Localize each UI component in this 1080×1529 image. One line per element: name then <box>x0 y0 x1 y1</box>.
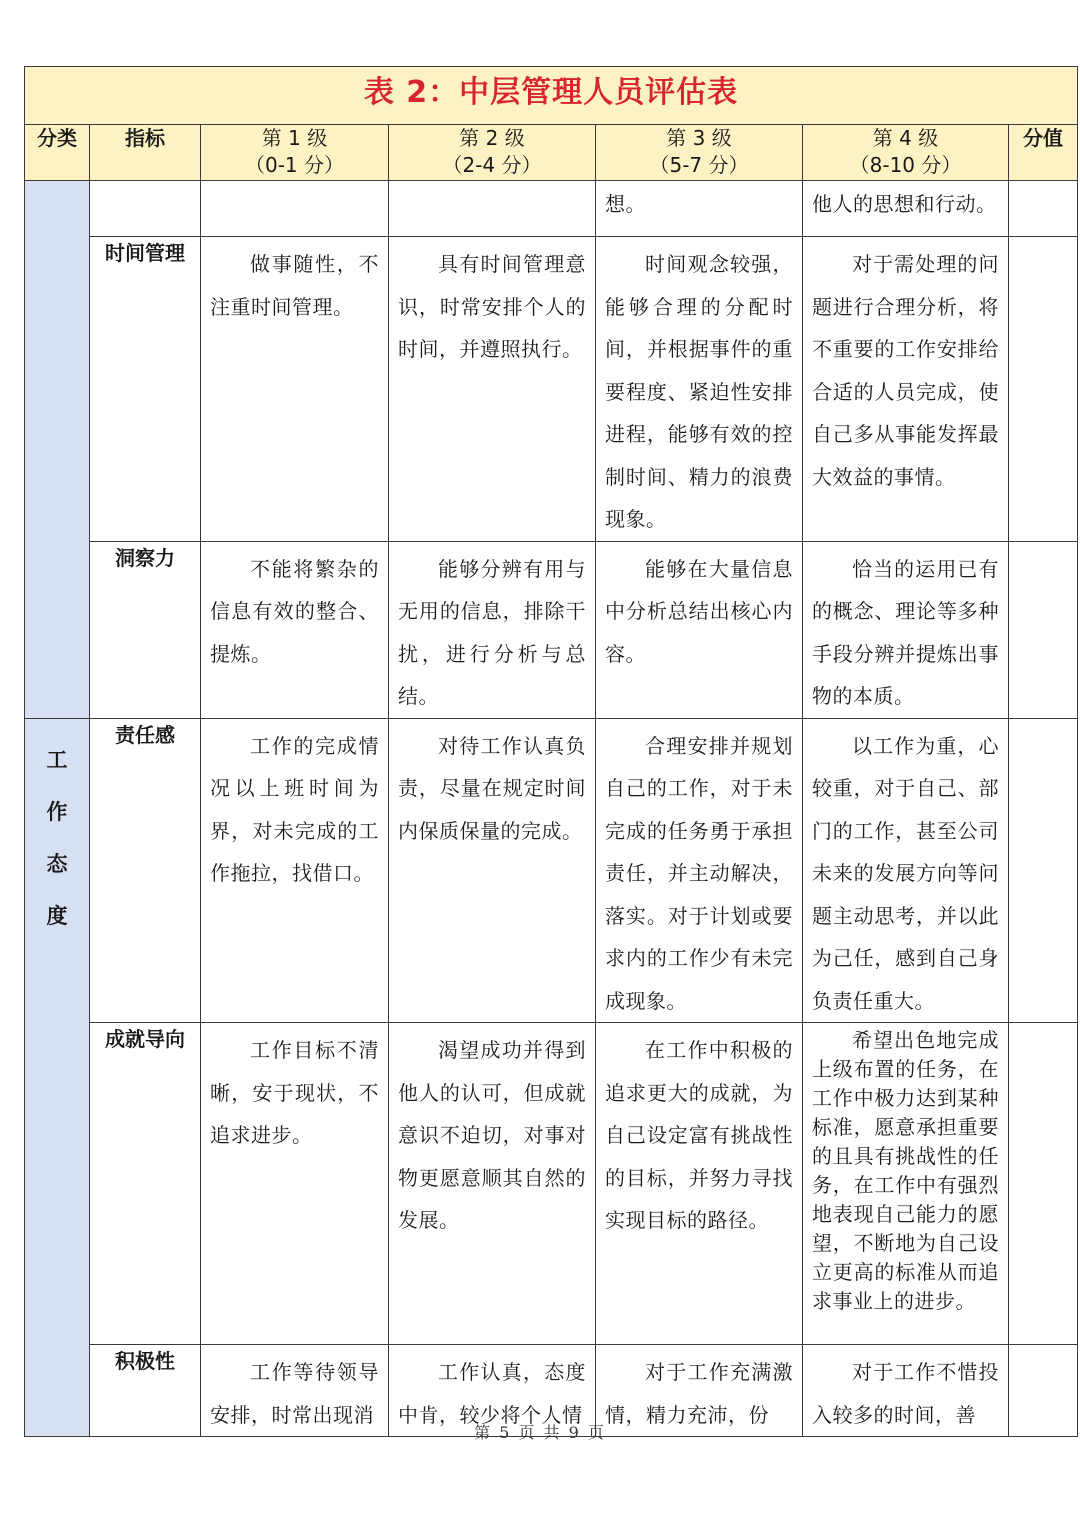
indicator-cell: 责任感 <box>90 718 201 1023</box>
table-row-responsibility <box>25 718 1078 1023</box>
indicator-cell: 洞察力 <box>90 541 201 718</box>
level-2-cell: 对待工作认真负责，尽量在规定时间内保质保量的完成。 <box>389 718 596 1023</box>
score-cell <box>1009 1023 1078 1345</box>
header-level-3 <box>596 125 803 181</box>
header-level-1 <box>201 125 389 181</box>
indicator-cell: 积极性 <box>90 1345 201 1437</box>
table-title: 表 2：中层管理人员评估表 <box>25 67 1078 125</box>
category-cell-attitude <box>25 718 90 1437</box>
level-4-range: （8-10 分） <box>849 153 962 177</box>
score-cell <box>1009 237 1078 542</box>
level-1-name: 第 1 级 <box>261 126 328 150</box>
level-1-cell: 做事随性，不注重时间管理。 <box>201 237 389 542</box>
category-char: 度 <box>46 903 68 928</box>
table-row-insight <box>25 541 1078 718</box>
header-score: 分值 <box>1009 125 1078 181</box>
level-1-cell: 工作目标不清晰，安于现状，不追求进步。 <box>201 1023 389 1345</box>
level-4-cell: 他人的思想和行动。 <box>803 181 1009 237</box>
category-char: 态 <box>46 851 68 876</box>
indicator-cell: 成就导向 <box>90 1023 201 1345</box>
title-row <box>25 67 1078 125</box>
level-3-cell: 想。 <box>596 181 803 237</box>
level-4-cell: 希望出色地完成上级布置的任务，在工作中极力达到某种标准，愿意承担重要的且具有挑战性的任务，在工作中有强烈地表现自己能力的愿望，不断地为自己设立更高的标准从而追求事业上的进步。 <box>803 1023 1009 1345</box>
level-2-cell <box>389 181 596 237</box>
level-1-cell: 不能将繁杂的信息有效的整合、提炼。 <box>201 541 389 718</box>
level-1-cell <box>201 181 389 237</box>
header-indicator: 指标 <box>90 125 201 181</box>
evaluation-page <box>24 66 1077 1437</box>
level-3-cell: 合理安排并规划自己的工作，对于未完成的任务勇于承担责任，并主动解决，落实。对于计划或要求内的工作少有未完成现象。 <box>596 718 803 1023</box>
table-row-achievement <box>25 1023 1078 1345</box>
level-1-cell: 工作等待领导安排，时常出现消 <box>201 1345 389 1437</box>
header-category: 分类 <box>25 125 90 181</box>
level-2-cell: 具有时间管理意识，时常安排个人的时间，并遵照执行。 <box>389 237 596 542</box>
level-2-cell: 渴望成功并得到他人的认可，但成就意识不迫切，对事对物更愿意顺其自然的发展。 <box>389 1023 596 1345</box>
level-3-cell: 能够在大量信息中分析总结出核心内容。 <box>596 541 803 718</box>
header-row <box>25 125 1078 181</box>
level-2-name: 第 2 级 <box>459 126 525 150</box>
category-cell-prev <box>25 181 90 719</box>
category-char: 工 <box>46 747 68 772</box>
table-row <box>25 181 1078 237</box>
score-cell <box>1009 718 1078 1023</box>
category-char: 作 <box>46 799 68 824</box>
indicator-cell <box>90 181 201 237</box>
score-cell <box>1009 541 1078 718</box>
level-3-cell: 时间观念较强，能够合理的分配时间，并根据事件的重要程度、紧迫性安排进程，能够有效的控制时间、精力的浪费现象。 <box>596 237 803 542</box>
level-4-cell: 对于需处理的问题进行合理分析，将不重要的工作安排给合适的人员完成，使自己多从事能发挥最大效益的事情。 <box>803 237 1009 542</box>
level-1-range: （0-1 分） <box>244 153 345 177</box>
level-2-cell: 能够分辨有用与无用的信息，排除干扰，进行分析与总结。 <box>389 541 596 718</box>
level-4-cell: 以工作为重，心较重，对于自己、部门的工作，甚至公司未来的发展方向等问题主动思考，并以此为己任，感到自己身负责任重大。 <box>803 718 1009 1023</box>
evaluation-table <box>24 66 1078 1437</box>
header-level-4 <box>803 125 1009 181</box>
level-3-range: （5-7 分） <box>649 153 749 177</box>
level-4-name: 第 4 级 <box>872 126 939 150</box>
level-3-cell: 在工作中积极的追求更大的成就，为自己设定富有挑战性的目标，并努力寻找实现目标的路径。 <box>596 1023 803 1345</box>
level-2-range: （2-4 分） <box>442 153 542 177</box>
page-footer: 第 5 页 共 9 页 <box>474 1423 606 1442</box>
table-row-time-management <box>25 237 1078 542</box>
level-2-cell: 工作认真，态度中肯，较少将个人情 <box>389 1345 596 1437</box>
level-4-cell: 恰当的运用已有的概念、理论等多种手段分辨并提炼出事物的本质。 <box>803 541 1009 718</box>
level-4-cell: 对于工作不惜投入较多的时间，善 <box>803 1345 1009 1437</box>
indicator-cell: 时间管理 <box>90 237 201 542</box>
level-3-cell: 对于工作充满激情，精力充沛，份 <box>596 1345 803 1437</box>
score-cell <box>1009 181 1078 237</box>
level-3-name: 第 3 级 <box>666 126 732 150</box>
header-level-2 <box>389 125 596 181</box>
level-1-cell: 工作的完成情况以上班时间为界，对未完成的工作拖拉，找借口。 <box>201 718 389 1023</box>
